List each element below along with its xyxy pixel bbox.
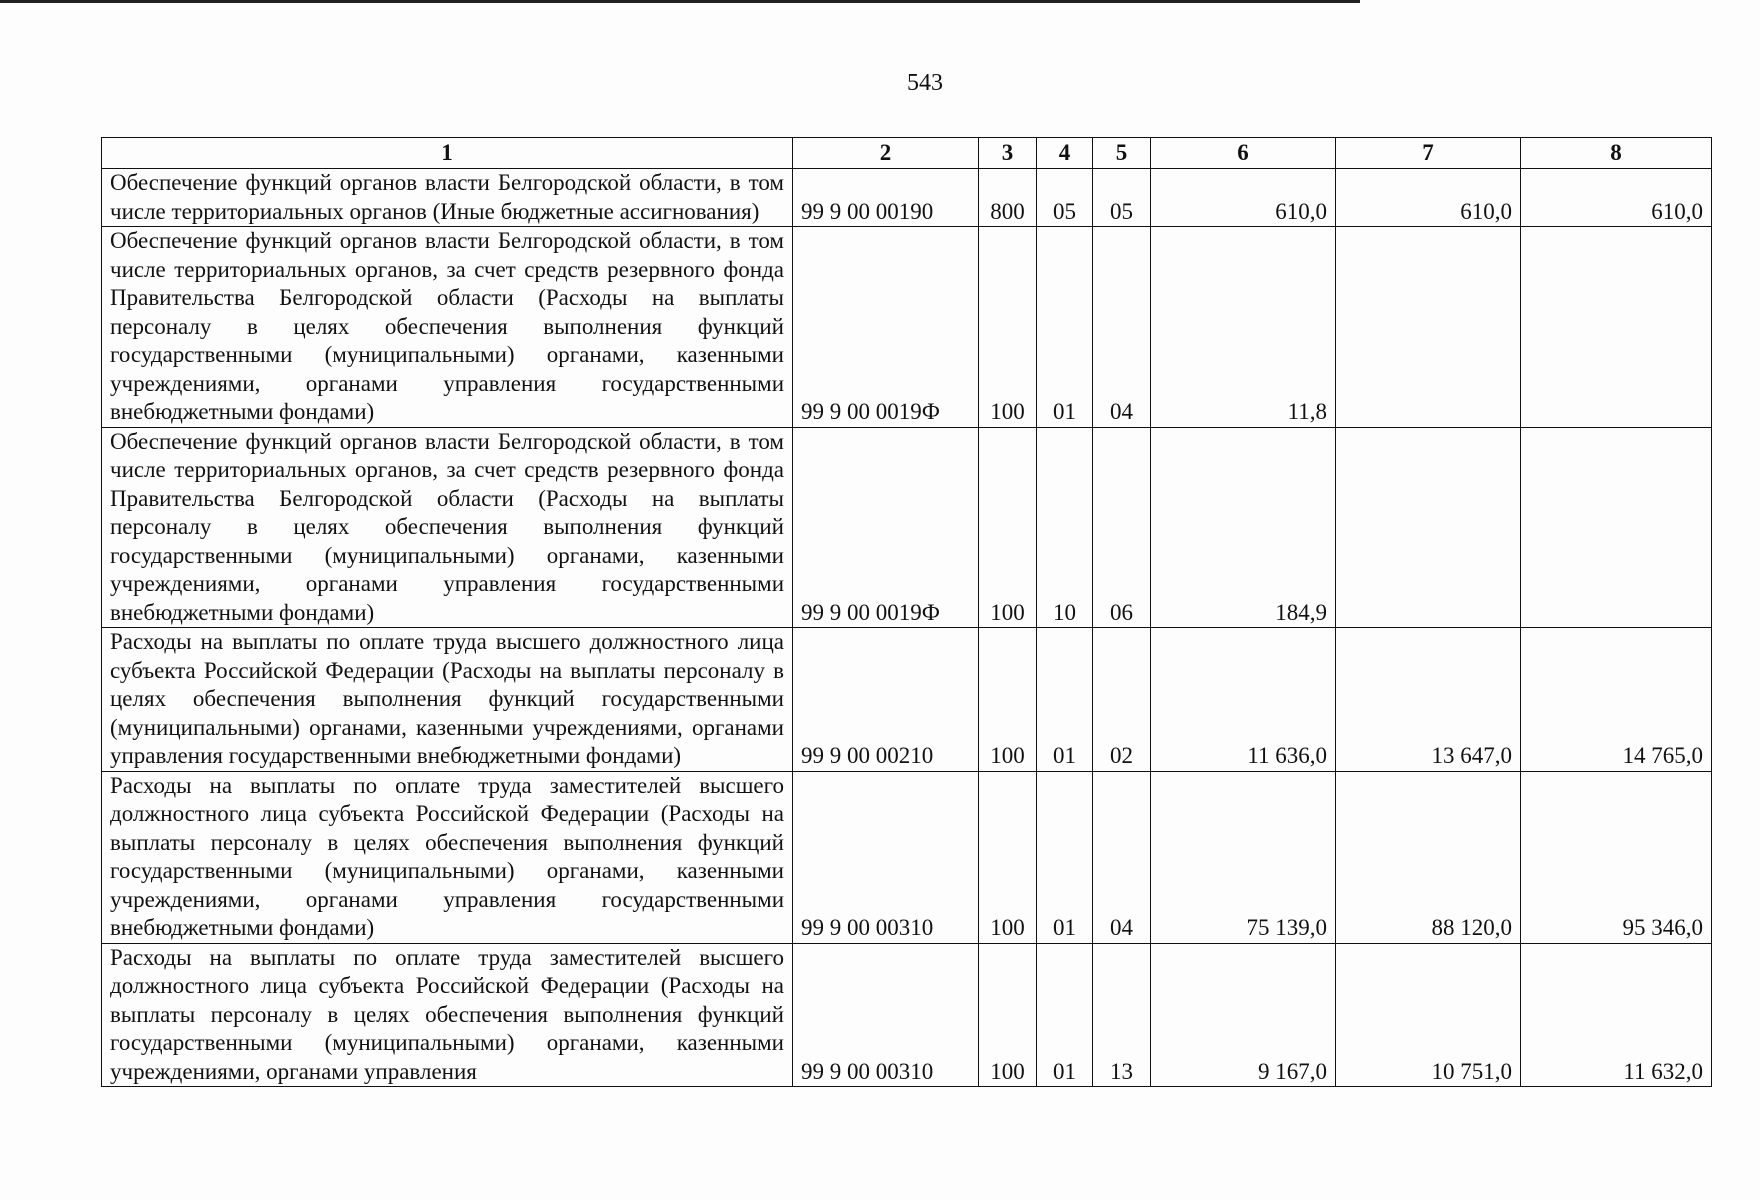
expense-name: Расходы на выплаты по оплате труда высшего должностного лица субъекта Российской Федерации (Расходы на выплаты персоналу в целях обеспечения выполнения функций государственными (муниципальными) органами, казенными учреждениями, органами управления государственными внебюджетными фондами): [102, 628, 793, 772]
expense-type-code: 100: [979, 771, 1037, 943]
amount-col-6: 9 167,0: [1151, 943, 1336, 1087]
page-number: 543: [907, 70, 943, 96]
target-article-code: 99 9 00 0019Ф: [793, 227, 979, 428]
amount-col-7: [1336, 227, 1521, 428]
table-row: [102, 771, 1712, 943]
amount-col-8: 11 632,0: [1521, 943, 1712, 1087]
table-row: [102, 427, 1712, 628]
expense-name: Обеспечение функций органов власти Белгородской области, в том числе территориальных органов, за счет средств резервного фонда Правительства Белгородской области (Расходы на выплаты персоналу в целях обеспечения выполнения функций государственными (муниципальными) органами, казенными учреждениями, органами управления государственными внебюджетными фондами): [102, 227, 793, 428]
expense-type-code: 800: [979, 169, 1037, 227]
header-cell-7: 7: [1336, 138, 1521, 169]
section-code: 01: [1037, 628, 1093, 772]
header-cell-1: 1: [102, 138, 793, 169]
target-article-code: 99 9 00 0019Ф: [793, 427, 979, 628]
subsection-code: 02: [1093, 628, 1151, 772]
header-cell-3: 3: [979, 138, 1037, 169]
subsection-code: 04: [1093, 227, 1151, 428]
section-code: 01: [1037, 943, 1093, 1087]
target-article-code: 99 9 00 00310: [793, 943, 979, 1087]
header-cell-2: 2: [793, 138, 979, 169]
expense-name: Расходы на выплаты по оплате труда заместителей высшего должностного лица субъекта Российской Федерации (Расходы на выплаты персоналу в целях обеспечения выполнения функций государственными (муниципальными) органами, казенными учреждениями, органами управления государственными внебюджетными фондами): [102, 771, 793, 943]
top-edge-line: [0, 0, 1360, 3]
header-cell-5: 5: [1093, 138, 1151, 169]
amount-col-6: 11,8: [1151, 227, 1336, 428]
amount-col-8: 95 346,0: [1521, 771, 1712, 943]
amount-col-8: 14 765,0: [1521, 628, 1712, 772]
expense-type-code: 100: [979, 943, 1037, 1087]
section-code: 01: [1037, 771, 1093, 943]
amount-col-8: [1521, 227, 1712, 428]
amount-col-6: 610,0: [1151, 169, 1336, 227]
table-row: [102, 943, 1712, 1087]
header-row: [102, 138, 1712, 169]
amount-col-8: [1521, 427, 1712, 628]
subsection-code: 13: [1093, 943, 1151, 1087]
target-article-code: 99 9 00 00310: [793, 771, 979, 943]
header-cell-4: 4: [1037, 138, 1093, 169]
expense-name: Расходы на выплаты по оплате труда заместителей высшего должностного лица субъекта Российской Федерации (Расходы на выплаты персоналу в целях обеспечения выполнения функций государственными (муниципальными) органами, казенными учреждениями, органами управления: [102, 943, 793, 1087]
expense-type-code: 100: [979, 427, 1037, 628]
budget-table: [101, 137, 1712, 1087]
amount-col-7: 10 751,0: [1336, 943, 1521, 1087]
subsection-code: 05: [1093, 169, 1151, 227]
amount-col-6: 75 139,0: [1151, 771, 1336, 943]
amount-col-7: 13 647,0: [1336, 628, 1521, 772]
header-cell-6: 6: [1151, 138, 1336, 169]
subsection-code: 04: [1093, 771, 1151, 943]
amount-col-6: 184,9: [1151, 427, 1336, 628]
target-article-code: 99 9 00 00210: [793, 628, 979, 772]
section-code: 10: [1037, 427, 1093, 628]
amount-col-7: [1336, 427, 1521, 628]
amount-col-8: 610,0: [1521, 169, 1712, 227]
subsection-code: 06: [1093, 427, 1151, 628]
section-code: 01: [1037, 227, 1093, 428]
table-row: [102, 169, 1712, 227]
amount-col-7: 88 120,0: [1336, 771, 1521, 943]
header-cell-8: 8: [1521, 138, 1712, 169]
amount-col-7: 610,0: [1336, 169, 1521, 227]
expense-name: Обеспечение функций органов власти Белгородской области, в том числе территориальных органов (Иные бюджетные ассигнования): [102, 169, 793, 227]
table-row: [102, 628, 1712, 772]
amount-col-6: 11 636,0: [1151, 628, 1336, 772]
expense-type-code: 100: [979, 227, 1037, 428]
expense-type-code: 100: [979, 628, 1037, 772]
section-code: 05: [1037, 169, 1093, 227]
table-row: [102, 227, 1712, 428]
target-article-code: 99 9 00 00190: [793, 169, 979, 227]
expense-name: Обеспечение функций органов власти Белгородской области, в том числе территориальных органов, за счет средств резервного фонда Правительства Белгородской области (Расходы на выплаты персоналу в целях обеспечения выполнения функций государственными (муниципальными) органами, казенными учреждениями, органами управления государственными внебюджетными фондами): [102, 427, 793, 628]
